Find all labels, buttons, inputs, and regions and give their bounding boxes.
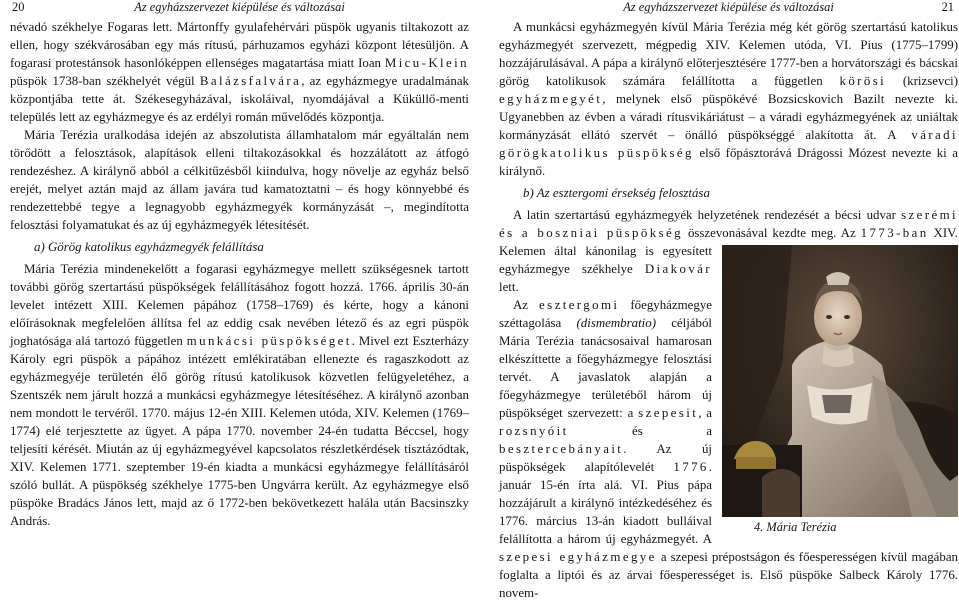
- portrait-painting-icon: [722, 245, 958, 517]
- left-page-number: 20: [12, 0, 25, 14]
- left-body: [10, 18, 469, 530]
- left-running-header: [10, 0, 469, 16]
- left-paragraph-3: Mária Terézia mindenekelőtt a fogarasi egyházmegye mellett szükségesnek tartott további görög szertartású püspökségek felállításához fogott hozzá. 1766. április 30-án levelet intézett XIII. Kelemen pápához (1758–1769) és kérte, hogy a kánoni előírásoknak megfelelően állítsa fel az eddig csak nevében létező és az egri püspök joghatósága alá tartozó független munkácsi püspökséget. Mivel ezt Eszterházy Károly egri püspök a pápához intézett emlékiratában ellenezte és ragaszkodott az egyházmegyéje területén élő görög rítusú katolikusok közvetlen felügyeletéhez, a Szentszék nem járult hozzá a munkácsi egyházmegye létesítéséhez. A királynő azonban nem mondott le tervéről. 1770. május 12-én XIII. Kelemen utóda, XIV. Kelemen (1769–1774) elé terjesztette az ügyet. A pápa 1770. november 24-én tudatta Béccsel, hogy teljesíti kérését. Miután az új egyházmegyével kapcsolatos részletkérdések tisztázódtak, XIV. Kelemen 1771. szeptember 19-én kiadta a munkácsi egyházmegye felállításáról szóló bullát. A püspökség székhelye 1775-ben Ungvárra került. Az egyházmegye első püspöke Bradács János lett, majd az ő 1772-ben bekövetkezett halála után Bacsinszky András.: [10, 262, 469, 528]
- left-running-head: Az egyházszervezet kiépülése és változásai: [134, 0, 345, 14]
- right-running-header: [499, 0, 958, 16]
- left-page: [10, 0, 469, 589]
- figure-caption: 4. Mária Terézia: [754, 520, 837, 534]
- right-paragraph-2: A latin szertartású egyházmegyék helyzetének rendezését a bécsi udvar szerémi és a boszniai püspökség összevonásával kezdte meg. Az 4. Mária Terézia 1773-ban XIV. Kelemen által kánonilag is egyesített egyházmegye székhelye Diakovár lett.: [499, 208, 959, 534]
- right-page: [499, 0, 959, 600]
- right-paragraph-3: Az esztergomi főegyházmegye széttagolása (dismembratio) céljából Mária Terézia tanácsosaival hamarosan elkészíttette a főegyházmegye felosztási tervét. A javaslatok alapján a főegyházmegye területéből három új püspökséget szervezett: a szepesit, a rozsnyóit és a besztercebányait. Az új püspökségek alapítólevelét 1776. január 15-én írta alá. VI. Pius pápa hozzájárult a királynő intézkedéséhez és 1776. március 13-án kiadott bulláival felállította a három új egyházmegyét. A szepesi egyházmegye a szepesi prépostságon és főesperességen kívül magában foglalta a liptói és az árvai főesperességet is. Első püspöke Salbeck Károly 1776. novem-: [499, 298, 958, 600]
- figure-maria-terezia: [722, 245, 958, 535]
- section-heading-a: a) Görög katolikus egyházmegyék felállítása: [34, 240, 264, 254]
- left-paragraph-1: névadó székhelye Fogaras lett. Mártonffy gyulafehérvári püspök ugyanis tiltakozott az ellen, hogy székvárosában egy más rítusú, párhuzamos egyházi központ létesüljön. A fogarasi protestánsok hasonlóképpen ellenséges magatartása miatt Ioan Micu-Klein püspök 1738-ban székhelyét végül Balázsfalvára, az egyházmegye uradalmának központjába tette át. Székesegyházával, iskoláival, nyomdájával a Küküllő-menti település lett az egyházmegye és az erdélyi román művelődés központja.: [10, 20, 469, 124]
- right-page-number: 21: [941, 0, 954, 14]
- right-body: [499, 18, 958, 602]
- right-running-head: Az egyházszervezet kiépülése és változásai: [623, 0, 834, 14]
- section-heading-b: b) Az esztergomi érsekség felosztása: [523, 186, 710, 200]
- right-paragraph-1: A munkácsi egyházmegyén kívül Mária Terézia még két görög szertartású katolikus egyházmegyét szervezett, mégpedig XIV. Kelemen utóda, VI. Pius (1775–1799) hozzájárulásával. A pápa a királynő előterjesztésére 1777-ben a horvátországi és bácskai görög katolikusok számára felállította a független körösi (krizsevci) egyházmegyét, melynek első püspökévé Bozsicskovich Bazilt nevezte ki. Ugyanebben az évben a váradi rítusvikáriátust – a váradi egyházmegyének az uniáltak kormányzását ellátó szervét – önálló püspökséggé alakította át. A váradi görögkatolikus püspökség első főpásztorává Drágossi Mózest nevezte ki a királynő.: [499, 20, 958, 178]
- left-paragraph-2: Mária Terézia uralkodása idején az abszolutista államhatalom már egyáltalán nem törődött a felosztások, alapítások elleni tiltakozásokkal és hozzálátott az átfogó rendezéshez. A királynő abból a célkitűzésből kiindulva, hogy növelje az egyház belső erejét, melyet aztán majd az állam javára tud kamatoztatni – és hogy könnyebbé és rendezettebbé tegye a legnagyobb egyházmegyék kormányzását –, megindította felosztási folyamatukat és az új egyházmegyék létesítését.: [10, 128, 469, 232]
